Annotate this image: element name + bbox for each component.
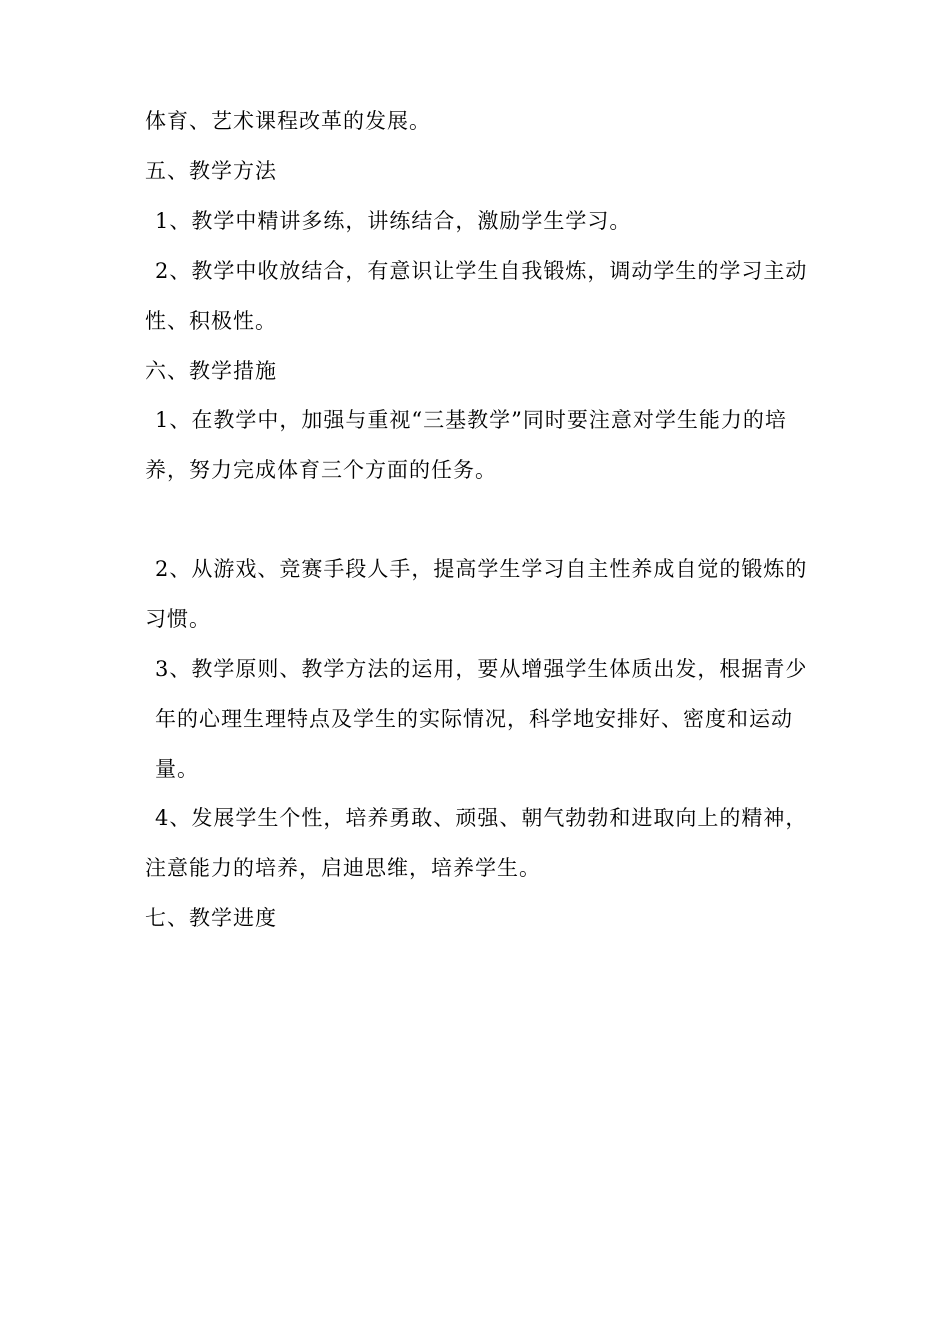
text-line: 年的心理生理特点及学生的实际情况，科学地安排好、密度和运动 <box>155 707 793 731</box>
text-line: 2、从游戏、竞赛手段人手，提高学生学习自主性养成自觉的锻炼的 <box>155 557 808 581</box>
text-line: 1、在教学中，加强与重视“三基教学”同时要注意对学生能力的培 <box>155 408 787 432</box>
section-heading-measures: 六、教学措施 <box>145 359 277 383</box>
text-line: 4、发展学生个性，培养勇敢、顽强、朝气勃勃和进取向上的精神， <box>155 806 808 830</box>
text-line: 注意能力的培养，启迪思维，培养学生。 <box>145 856 541 880</box>
section-heading-methods: 五、教学方法 <box>145 159 277 183</box>
text-line: 1、教学中精讲多练，讲练结合，激励学生学习。 <box>155 209 632 233</box>
text-line: 性、积极性。 <box>145 309 277 333</box>
text-line: 体育、艺术课程改革的发展。 <box>145 109 431 133</box>
text-line: 量。 <box>155 757 199 781</box>
section-heading-progress: 七、教学进度 <box>145 906 277 930</box>
text-line: 习惯。 <box>145 607 211 631</box>
text-line: 2、教学中收放结合，有意识让学生自我锻炼，调动学生的学习主动 <box>155 259 808 283</box>
text-line: 养，努力完成体育三个方面的任务。 <box>145 458 497 482</box>
text-line: 3、教学原则、教学方法的运用，要从增强学生体质出发，根据青少 <box>155 657 808 681</box>
